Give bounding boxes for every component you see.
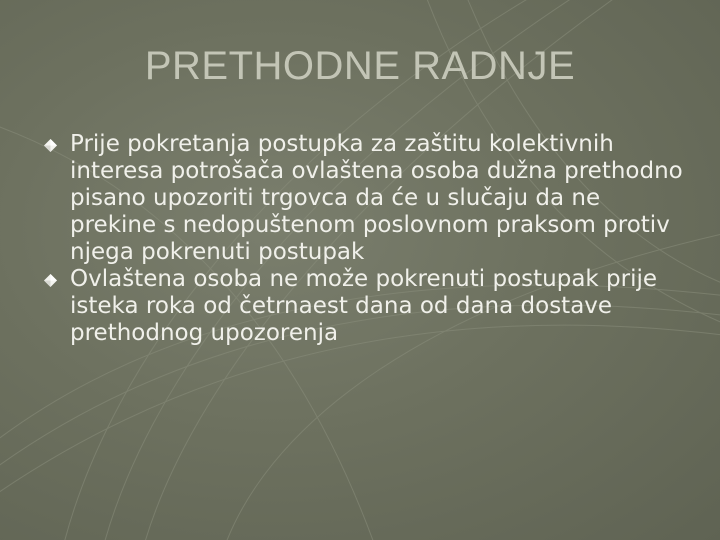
bullet-item-2	[0, 266, 720, 347]
bullet-list	[0, 131, 720, 347]
slide-title: PRETHODNE RADNJE	[144, 44, 576, 88]
bullet-text-1: Prije pokretanja postupka za zaštitu kolektivnih interesa potrošača ovlaštena osoba dužna prethodno pisano upozoriti trgovca da će u slučaju da ne prekine s nedopuštenom poslovnom praksom protiv njega pokrenuti postupak	[70, 131, 683, 265]
diamond-bullet-icon	[44, 139, 57, 152]
bullet-item-1	[0, 131, 720, 266]
bullet-text-2: Ovlaštena osoba ne može pokrenuti postupak prije isteka roka od četrnaest dana od dana dostave prethodnog upozorenja	[70, 266, 658, 346]
diamond-bullet-icon	[44, 274, 57, 287]
